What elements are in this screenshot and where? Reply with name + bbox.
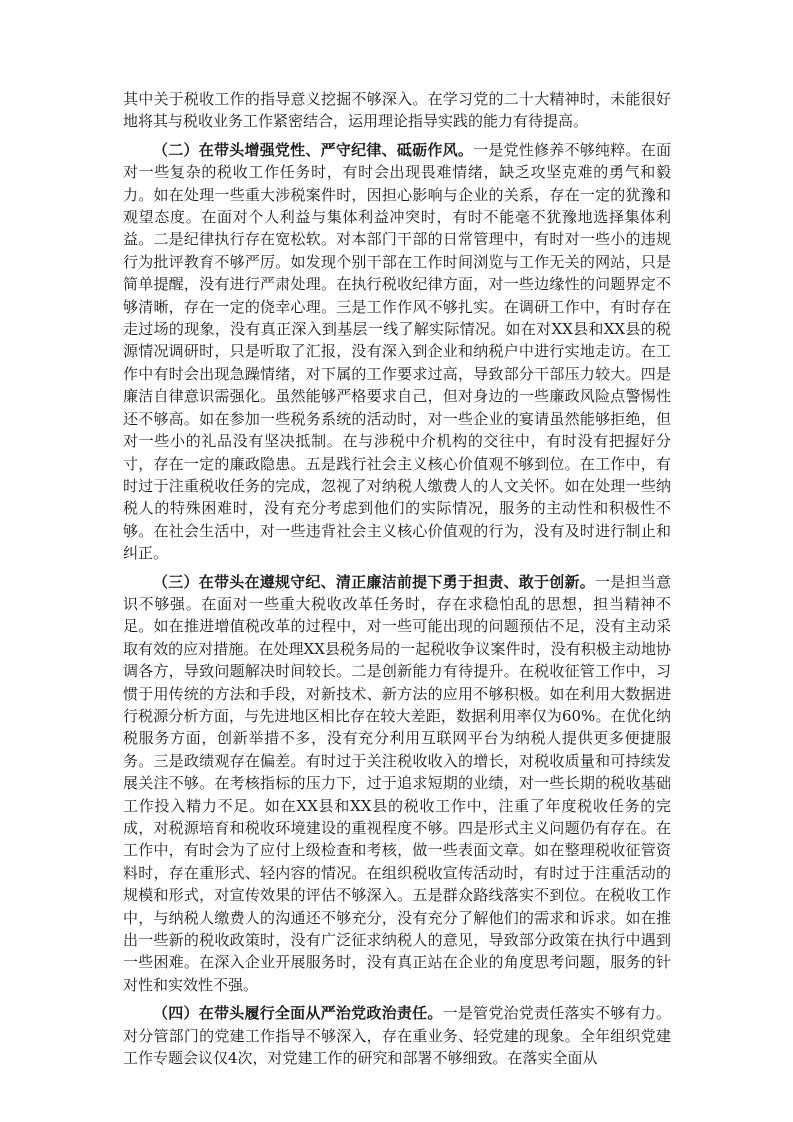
paragraph-4 — [123, 1002, 671, 1069]
paragraph-4-text: 一是管党治党责任落实不够有力。对分管部门的党建工作指导不够深入，存在重业务、轻党建的现象。全年组织党建工作专题会议仅4次，对党建工作的研究和部署不够细致。在落实全面从 — [123, 1004, 671, 1068]
document-page — [123, 88, 671, 1075]
paragraph-1 — [123, 88, 671, 133]
paragraph-1-text: 其中关于税收工作的指导意义挖掘不够深入。在学习党的二十大精神时，未能很好地将其与税收业务工作紧密结合，运用理论指导实践的能力有待提高。 — [123, 90, 671, 131]
paragraph-3-heading: （三）在带头在遵规守纪、清正廉洁前提下勇于担责、敢于创新。 — [153, 572, 596, 591]
paragraph-3 — [123, 571, 671, 997]
paragraph-3-text: 一是担当意识不够强。在面对一些重大税收改革任务时，存在求稳怕乱的思想，担当精神不足。如在推进增值税改革的过程中，对一些可能出现的问题预估不足，没有主动采取有效的应对措施。在处理XX县税务局的一起税收争议案件时，没有积极主动地协调各方，导致问题解决时间较长。二是创新能力有待提升。在税收征管工作中，习惯于用传统的方法和手段，对新技术、新方法的应用不够积极。如在利用大数据进行税源分析方面，与先进地区相比存在较大差距，数据利用率仅为60%。在优化纳税服务方面，创新举措不多，没有充分利用互联网平台为纳税人提供更多便捷服务。三是政绩观存在偏差。有时过于关注税收收入的增长，对税收质量和可持续发展关注不够。在考核指标的压力下，过于追求短期的业绩，对一些长期的税收基础工作投入精力不足。如在XX县和XX县的税收工作中，注重了年度税收任务的完成，对税源培育和税收环境建设的重视程度不够。四是形式主义问题仍有存在。在工作中，有时会为了应付上级检查和考核，做一些表面文章。如在整理税收征管资料时，存在重形式、轻内容的情况。在组织税收宣传活动时，有时过于注重活动的规模和形式，对宣传效果的评估不够深入。五是群众路线落实不到位。在税收工作中，与纳税人缴费人的沟通还不够充分，没有充分了解他们的需求和诉求。如在推出一些新的税收政策时，没有广泛征求纳税人的意见，导致部分政策在执行中遇到一些困难。在深入企业开展服务时，没有真正站在企业的角度思考问题，服务的针对性和实效性不强。 — [123, 572, 671, 994]
paragraph-4-heading: （四）在带头履行全面从严治党政治责任。 — [153, 1004, 443, 1023]
paragraph-2 — [123, 139, 671, 565]
paragraph-2-text: 一是党性修养不够纯粹。在面对一些复杂的税收工作任务时，有时会出现畏难情绪，缺乏攻坚克难的勇气和毅力。如在处理一些重大涉税案件时，因担心影响与企业的关系，存在一定的犹豫和观望态度。在面对个人利益与集体利益冲突时，有时不能毫不犹豫地选择集体利益。二是纪律执行存在宽松软。对本部门干部的日常管理中，有时对一些小的违规行为批评教育不够严厉。如发现个别干部在工作时间浏览与工作无关的网站，只是简单提醒，没有进行严肃处理。在执行税收纪律方面，对一些边缘性的问题界定不够清晰，存在一定的侥幸心理。三是工作作风不够扎实。在调研工作中，有时存在走过场的现象，没有真正深入到基层一线了解实际情况。如在对XX县和XX县的税源情况调研时，只是听取了汇报，没有深入到企业和纳税户中进行实地走访。在工作中有时会出现急躁情绪，对下属的工作要求过高，导致部分干部压力较大。四是廉洁自律意识需强化。虽然能够严格要求自己，但对身边的一些廉政风险点警惕性还不够高。如在参加一些税务系统的活动时，对一些企业的宴请虽然能够拒绝，但对一些小的礼品没有坚决抵制。在与涉税中介机构的交往中，有时没有把握好分寸，存在一定的廉政隐患。五是践行社会主义核心价值观不够到位。在工作中，有时过于注重税收任务的完成，忽视了对纳税人缴费人的人文关怀。如在处理一些纳税人的特殊困难时，没有充分考虑到他们的实际情况，服务的主动性和积极性不够。在社会生活中，对一些违背社会主义核心价值观的行为，没有及时进行制止和纠正。 — [123, 140, 671, 563]
paragraph-2-heading: （二）在带头增强党性、严守纪律、砥砺作风。 — [153, 140, 474, 159]
